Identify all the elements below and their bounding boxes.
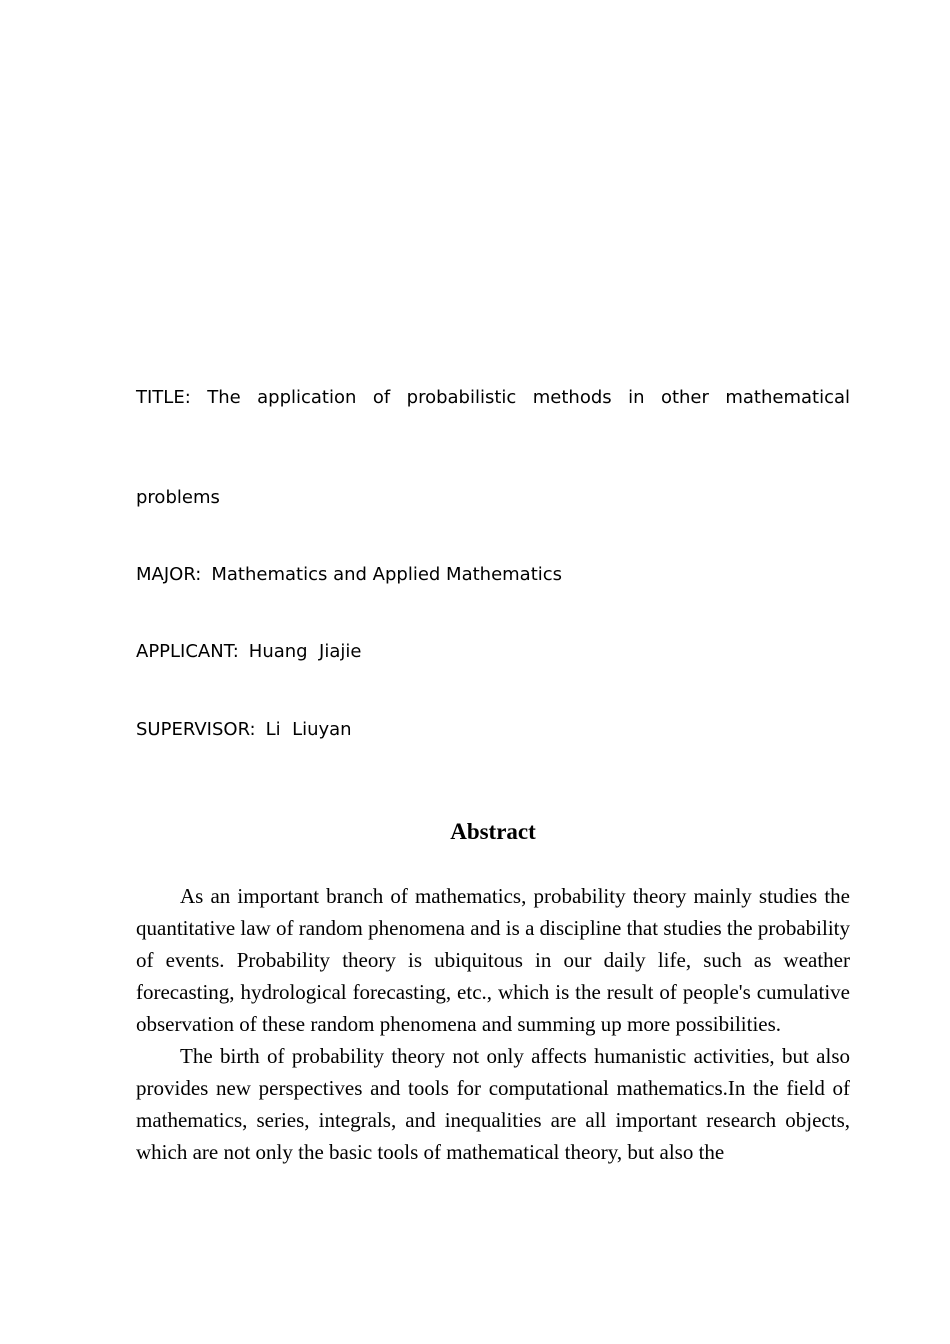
title-line-words — [136, 386, 850, 410]
title-continuation: problems — [136, 487, 220, 508]
major-label: MAJOR: — [136, 564, 202, 585]
title-word: probabilistic — [406, 387, 517, 408]
applicant-value: Huang Jiajie — [248, 641, 362, 662]
title-label: TITLE: — [136, 387, 191, 408]
major-line — [136, 563, 850, 587]
abstract-heading: Abstract — [450, 819, 536, 844]
title-word: mathematical — [725, 387, 850, 408]
supervisor-line — [136, 718, 850, 742]
title-word: other — [660, 387, 709, 408]
applicant-line — [136, 640, 850, 664]
applicant-label: APPLICANT: — [136, 641, 239, 662]
abstract-body — [136, 880, 850, 1168]
title-word: methods — [532, 387, 612, 408]
title-word: of — [372, 387, 391, 408]
title-line — [136, 386, 850, 410]
major-value: Mathematics and Applied Mathematics — [211, 564, 563, 585]
title-word: application — [257, 387, 357, 408]
abstract-paragraph: As an important branch of mathematics, probability theory mainly studies the quantitative law of random phenomena and is a discipline that studies the probability of events. Probability theory is ubiquitous in our daily life, such as weather forecasting, hydrological forecasting, etc., which is the result of people's cumulative observation of these random phenomena and summing up more possibilities. — [136, 884, 850, 1036]
title-word: The — [207, 387, 241, 408]
supervisor-label: SUPERVISOR: — [136, 719, 256, 740]
abstract-paragraph: The birth of probability theory not only affects humanistic activities, but also provides new perspectives and tools for computational mathematics.In the field of mathematics, series, integrals, and inequalities are all important research objects, which are not only the basic tools of mathematical theory, but also the — [136, 1044, 850, 1164]
supervisor-value: Li Liuyan — [265, 719, 352, 740]
title-word: in — [628, 387, 645, 408]
